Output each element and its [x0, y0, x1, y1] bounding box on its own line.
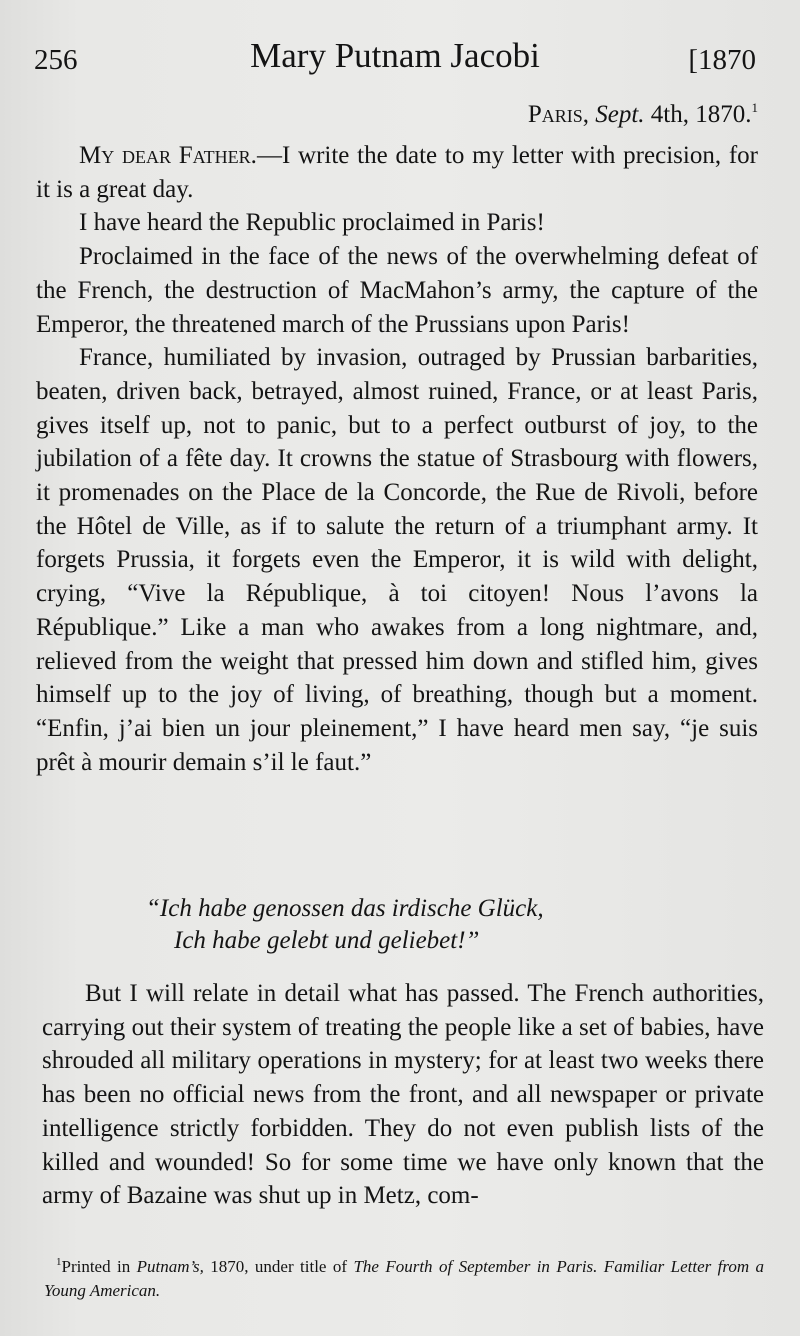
footnote-middle: 1870, under title of	[210, 1257, 348, 1276]
quotation-line: Ich habe gelebt und geliebet!”	[174, 927, 480, 954]
page-number: 256	[34, 44, 78, 76]
paragraph: I have heard the Republic proclaimed in Paris!	[79, 209, 545, 237]
footnote-mark: 1	[56, 1256, 62, 1268]
quotation-line: “Ich habe genossen das irdische Glück,	[146, 895, 544, 922]
opening-paragraph	[36, 139, 758, 206]
running-title: Mary Putnam Jacobi	[250, 36, 540, 75]
german-quotation	[146, 893, 544, 957]
footnote-prefix: Printed in	[61, 1257, 131, 1276]
year-mark: [1870	[688, 44, 756, 76]
paragraph: But I will relate in detail what has passed. The French authorities, carrying out their system of treating the people like a set of babies, have shrouded all military operations in mystery; for at least two weeks there has been no official news from the front, and all newspaper or private intelligence strictly forbidden. They do not even publish lists of the killed and wounded! So for some time we have only known that the army of Bazaine was shut up in Metz, com-	[42, 980, 764, 1210]
footnote	[44, 1250, 764, 1303]
letter-body	[36, 139, 758, 779]
footnote-reference: 1	[751, 100, 758, 115]
footnote-article-title: The Fourth of September in Paris. Familiar Letter from a Young American.	[44, 1257, 765, 1300]
salutation: My dear Father.	[79, 142, 257, 169]
dateline-place: Paris	[527, 101, 583, 128]
dateline-day-year: 4th, 1870.	[650, 101, 752, 128]
footnote-publication: Putnam’s,	[136, 1257, 204, 1276]
running-header	[34, 36, 756, 76]
dateline-month: Sept.	[595, 101, 645, 128]
paragraph: Proclaimed in the face of the news of the overwhelming defeat of the French, the destruction of MacMahon’s army, the capture of the Emperor, the threatened march of the Prussians upon Paris!	[36, 243, 758, 338]
letter-continuation	[42, 977, 764, 1213]
dateline-comma: ,	[582, 101, 596, 128]
letter-dateline	[528, 100, 758, 129]
paragraph: France, humiliated by invasion, outraged by Prussian barbarities, beaten, driven back, betrayed, almost ruined, France, or at least Paris, gives itself up, not to panic, but to a perfect outburst of joy, to the jubilation of a fête day. It crowns the statue of Strasbourg with flowers, it promenades on the Place de la Concorde, the Rue de Rivoli, before the Hôtel de Ville, as if to salute the return of a triumphant army. It forgets Prussia, it forgets even the Emperor, it is wild with delight, crying, “Vive la République, à toi citoyen! Nous l’avons la République.” Like a man who awakes from a long nightmare, and, relieved from the weight that pressed him down and stifled him, gives himself up to the joy of living, of breathing, though but a moment. “Enfin, j’ai bien un jour pleinement,” I have heard men say, “je suis prêt à mourir demain s’il le faut.”	[36, 344, 758, 776]
paragraph-text: —I write the date to my letter with precision, for it is a great day.	[36, 142, 758, 203]
